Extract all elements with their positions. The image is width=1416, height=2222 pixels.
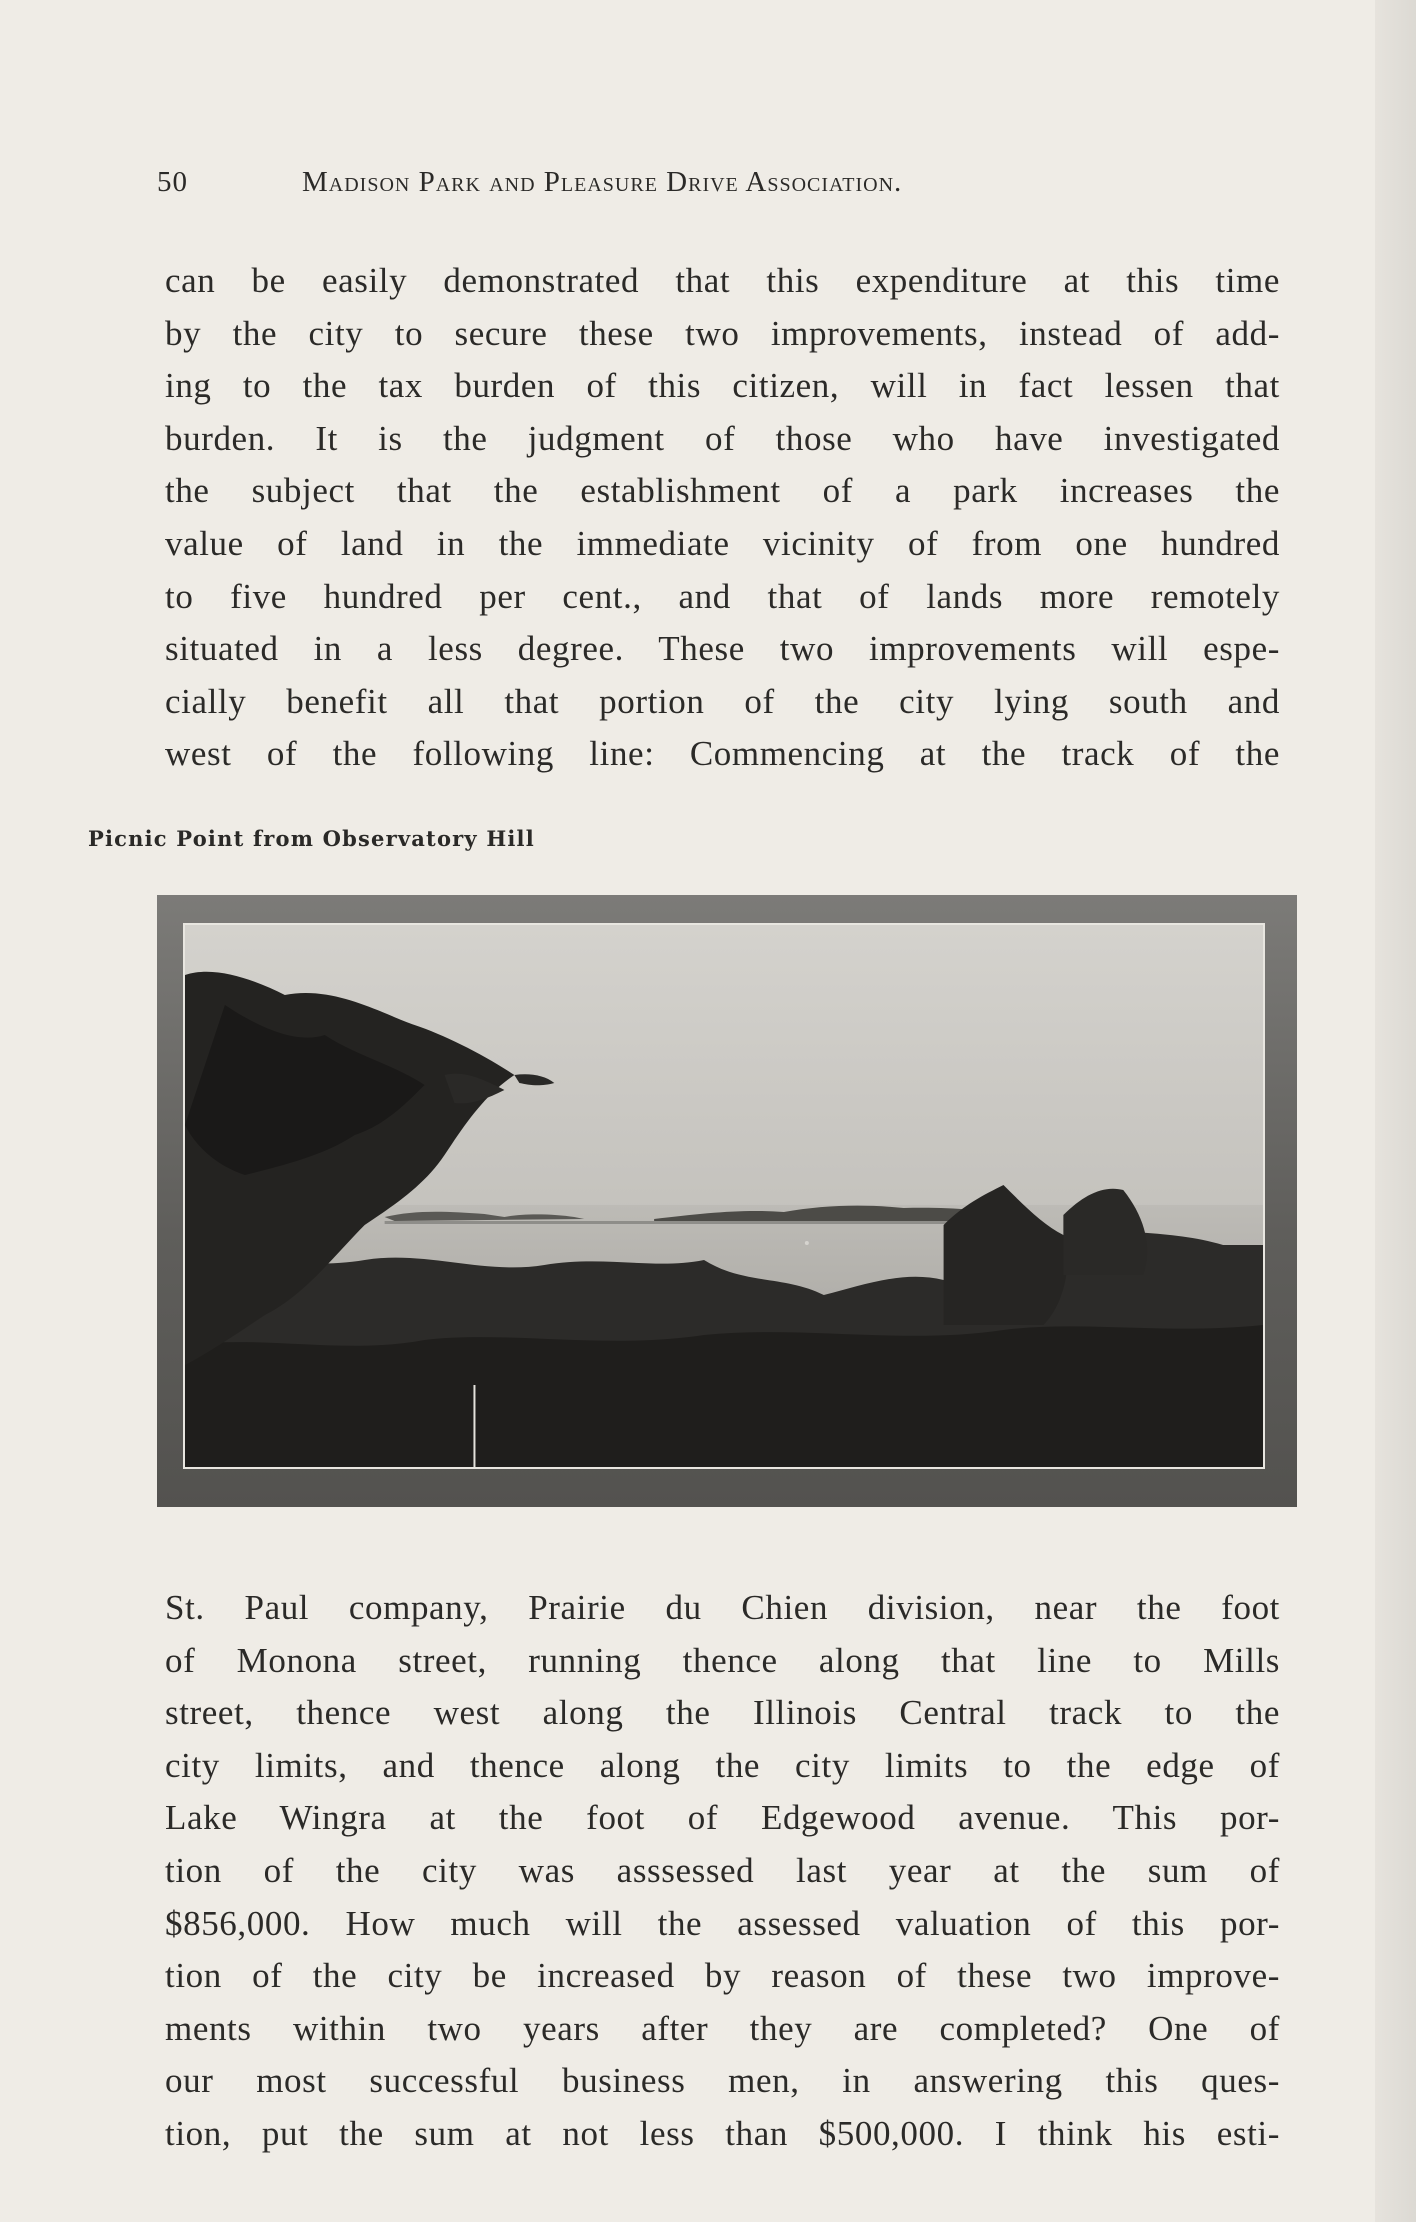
text-line: ments within two years after they are completed? One of [165,2008,1280,2048]
text-line: to five hundred per cent., and that of lands more remotely [165,576,1280,616]
text-line: cially benefit all that portion of the city lying south and [165,681,1280,721]
text-line: burden. It is the judgment of those who have investigated [165,418,1280,458]
text-line: St. Paul company, Prairie du Chien division, near the foot [165,1588,1280,1627]
text-line: $856,000. How much will the assessed valuation of this por- [165,1903,1280,1943]
text-line: tion of the city be increased by reason of these two improve- [165,1956,1280,1996]
landscape-photo [183,923,1265,1469]
text-line: of Monona street, running thence along that line to Mills [165,1640,1280,1680]
running-header [157,160,1297,204]
text-line: tion, put the sum at not less than $500,000. I think his esti- [165,2113,1280,2153]
text-line: by the city to secure these two improvements, instead of add- [165,313,1280,353]
lake-landscape-image [185,925,1263,1467]
text-line: value of land in the immediate vicinity of from one hundred [165,523,1280,563]
text-line: the subject that the establishment of a park increases the [165,471,1280,511]
text-line: city limits, and thence along the city limits to the edge of [165,1745,1280,1785]
page-edge [1375,0,1416,2222]
figure-caption: Picnic Point from Observatory Hill [88,826,535,851]
text-line: west of the following line: Commencing at the track of the [165,734,1280,774]
text-line: situated in a less degree. These two improvements will espe- [165,629,1280,669]
running-title: Madison Park and Pleasure Drive Association. [302,166,903,198]
photo-mount [157,895,1297,1507]
text-line: street, thence west along the Illinois Central track to the [165,1693,1280,1733]
text-line: tion of the city was asssessed last year at the sum of [165,1850,1280,1890]
body-text-before-figure [165,255,1280,781]
page-number: 50 [157,166,188,198]
text-line: Lake Wingra at the foot of Edgewood avenue. This por- [165,1798,1280,1838]
text-line: our most successful business men, in answering this ques- [165,2061,1280,2101]
body-text-after-figure [165,1582,1280,2161]
text-line: can be easily demonstrated that this expenditure at this time [165,261,1280,300]
text-line: ing to the tax burden of this citizen, will in fact lessen that [165,366,1280,406]
